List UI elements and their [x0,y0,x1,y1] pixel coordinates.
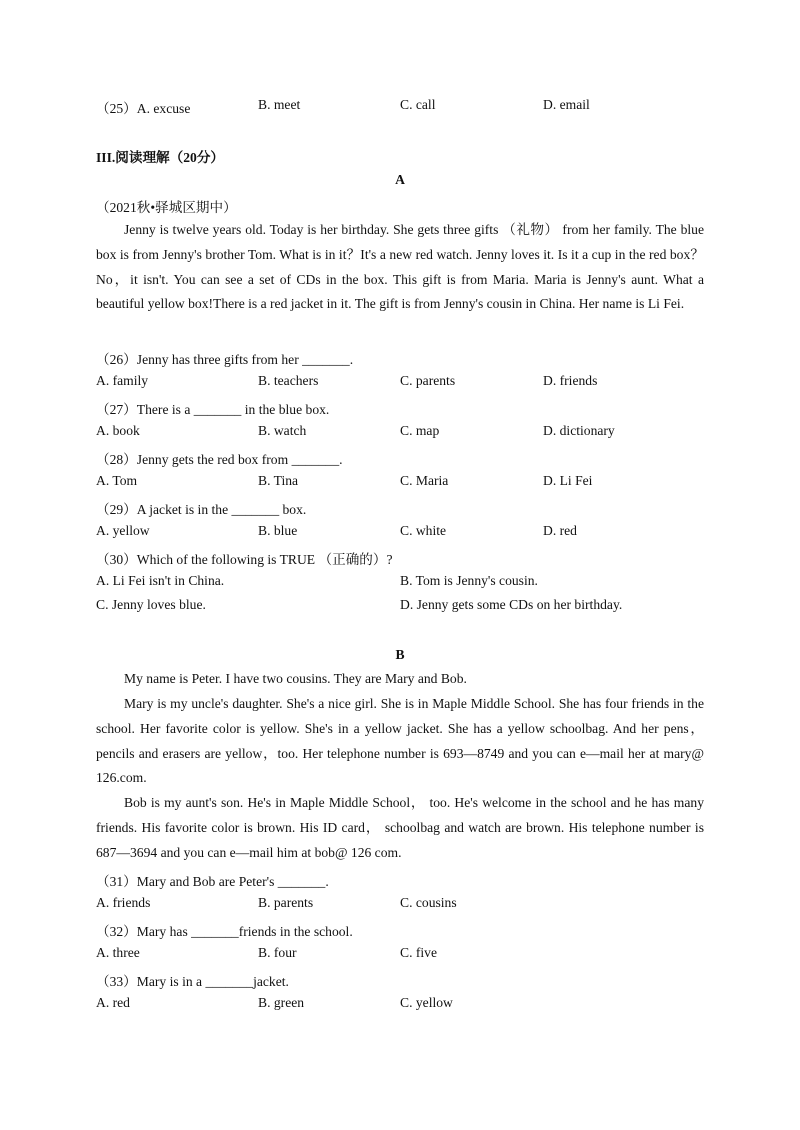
q29-option-b: B. blue [258,523,298,538]
q27-stem: （27）There is a _______ in the blue box. [96,402,330,417]
passage-b-paragraph-3: Bob is my aunt's son. He's in Maple Middle School， too. He's welcome in the school and he has many friends. His favorite color is brown. His ID card， schoolbag and watch are brown. His telephone number is 687—3694 and you can e—mail him at bob@ 126 com. [96,795,704,860]
q25-option-b: B. meet [258,97,301,112]
q32-option-b: B. four [258,945,297,960]
q30-option-d: D. Jenny gets some CDs on her birthday. [400,597,623,612]
passage-a-source: （2021秋•驿城区期中） [96,200,237,215]
passage-a-label: A [395,172,405,187]
q28-option-d: D. Li Fei [543,473,593,488]
q28-option-c: C. Maria [400,473,449,488]
q33-stem: （33）Mary is in a _______jacket. [96,974,289,989]
q27-option-c: C. map [400,423,440,438]
q25-option-d: D. email [543,97,590,112]
q28-option-b: B. Tina [258,473,299,488]
passage-b-paragraph-2: Mary is my uncle's daughter. She's a nice girl. She is in Maple Middle School. She has four friends in the school. Her favorite color is yellow. She's in a yellow jacket. She has a yellow schoolbag. And her pens，pencils and erasers are yellow，too. Her telephone number is 693—8749 and you can e—mail her at mary@ 126.com. [96,696,704,786]
passage-a-text: Jenny is twelve years old. Today is her birthday. She gets three gifts （礼物） from her family. The blue box is from Jenny's brother Tom. What is in it？It's a new red watch. Jenny loves it. Is it a cup in the red box？No，it isn't. You can see a set of CDs in the box. This gift is from Maria. Maria is Jenny's aunt. What a beautiful yellow box!There is a red jacket in it. The gift is from Jenny's cousin in China. Her name is Li Fei. [96,222,704,312]
q32-option-a: A. three [96,945,140,960]
q30-option-a: A. Li Fei isn't in China. [96,573,225,588]
q33-option-a: A. red [96,995,130,1010]
q28-option-a: A. Tom [96,473,138,488]
q25-option-c: C. call [400,97,436,112]
q31-option-c: C. cousins [400,895,457,910]
q30-option-b: B. Tom is Jenny's cousin. [400,573,538,588]
q30-stem: （30）Which of the following is TRUE （正确的）? [96,552,393,567]
q32-option-c: C. five [400,945,437,960]
q26-option-b: B. teachers [258,373,319,388]
q29-option-a: A. yellow [96,523,150,538]
passage-b-paragraph-1: My name is Peter. I have two cousins. They are Mary and Bob. [124,671,467,686]
q31-stem: （31）Mary and Bob are Peter's _______. [96,874,329,889]
q31-option-b: B. parents [258,895,314,910]
q29-option-c: C. white [400,523,447,538]
q28-stem: （28）Jenny gets the red box from _______. [96,452,343,467]
q27-option-b: B. watch [258,423,307,438]
q33-option-b: B. green [258,995,305,1010]
q26-option-c: C. parents [400,373,456,388]
q26-stem: （26）Jenny has three gifts from her _______. [96,352,354,367]
q27-option-a: A. book [96,423,140,438]
q29-stem: （29）A jacket is in the _______ box. [96,502,307,517]
passage-b-label: B [395,647,405,662]
q31-option-a: A. friends [96,895,151,910]
q26-option-d: D. friends [543,373,598,388]
q33-option-c: C. yellow [400,995,453,1010]
q29-option-d: D. red [543,523,577,538]
q26-option-a: A. family [96,373,149,388]
section-title: III.阅读理解（20分） [96,150,225,165]
q27-option-d: D. dictionary [543,423,615,438]
q32-stem: （32）Mary has _______friends in the school. [96,924,353,939]
q30-option-c: C. Jenny loves blue. [96,597,206,612]
q25-option-a: （25）A. excuse [96,101,191,116]
